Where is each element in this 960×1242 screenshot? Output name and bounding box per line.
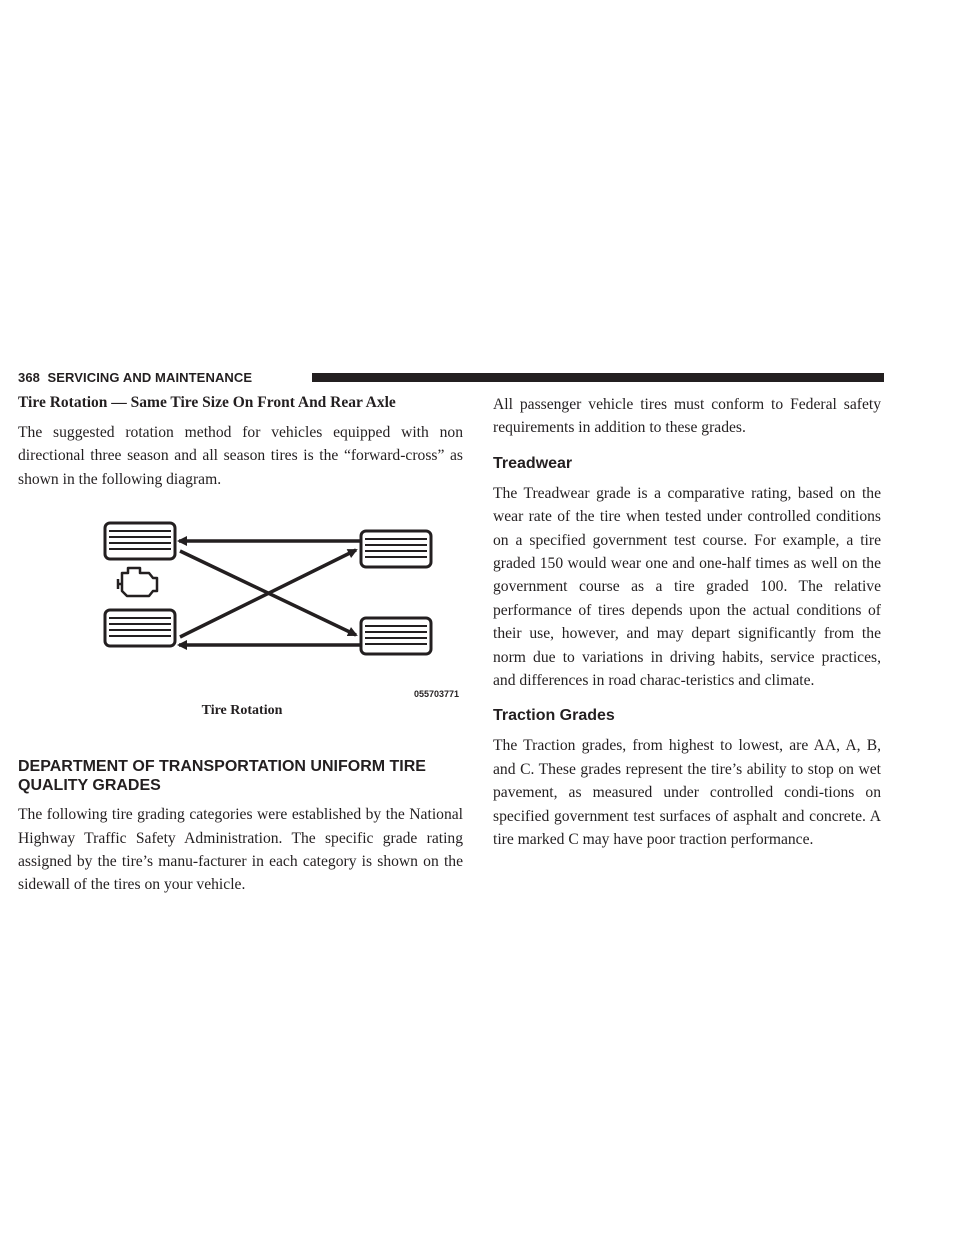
treadwear-heading: Treadwear xyxy=(493,454,573,472)
engine-icon xyxy=(118,568,157,596)
tire-rotation-intro: The suggested rotation method for vehicles equipped with non directional three season and all season tires is the “forward-cross” as shown in the following diagram. xyxy=(18,424,463,488)
tire-rear-right xyxy=(361,618,431,654)
tire-rotation-subheading: Tire Rotation — Same Tire Size On Front And Rear Axle xyxy=(18,394,396,411)
page-number: 368 xyxy=(18,370,40,385)
federal-requirements-paragraph: All passenger vehicle tires must conform to Federal safety requirements in addition to these grades. xyxy=(493,396,881,437)
header-rule xyxy=(312,373,884,382)
tire-rotation-diagram xyxy=(18,507,463,700)
traction-grades-paragraph: The Traction grades, from highest to lowest, are AA, A, B, and C. These grades represent the tire’s ability to stop on wet pavement, as measured under controlled condi-tions on specified government test surfaces of asphalt and concrete. A tire marked C may have poor traction performance. xyxy=(493,737,881,849)
tire-rear-left xyxy=(105,610,175,646)
figure-code: 055703771 xyxy=(413,689,459,700)
tire-front-left xyxy=(105,523,175,559)
section-title: SERVICING AND MAINTENANCE xyxy=(47,370,253,385)
traction-grades-heading: Traction Grades xyxy=(493,707,615,725)
header-text xyxy=(18,370,252,385)
treadwear-paragraph: The Treadwear grade is a comparative rating, based on the wear rate of the tire when tested under controlled conditions on a specified government test course. For example, a tire graded 150 would wear one and one-half times as well on the government course as a tire graded 100. The relative performance of tires depends upon the actual conditions of their use, however, and may depart significantly from the norm due to variations in driving habits, service practices, and differences in road charac-teristics and climate. xyxy=(493,484,881,690)
dot-grades-heading: DEPARTMENT OF TRANSPORTATION UNIFORM TIRE QUALITY GRADES xyxy=(18,758,426,795)
dot-grades-paragraph: The following tire grading categories were established by the National Highway Traffic Safety Administration. The specific grade rating assigned by the tire’s manu-facturer in each category is shown on the sidewall of the tires on your vehicle. xyxy=(18,806,463,894)
figure-caption: Tire Rotation xyxy=(201,703,283,719)
page-header xyxy=(18,369,884,386)
left-column xyxy=(18,393,463,897)
tire-front-right xyxy=(361,531,431,567)
tire-rotation-figure xyxy=(18,507,463,747)
right-column xyxy=(493,393,881,852)
